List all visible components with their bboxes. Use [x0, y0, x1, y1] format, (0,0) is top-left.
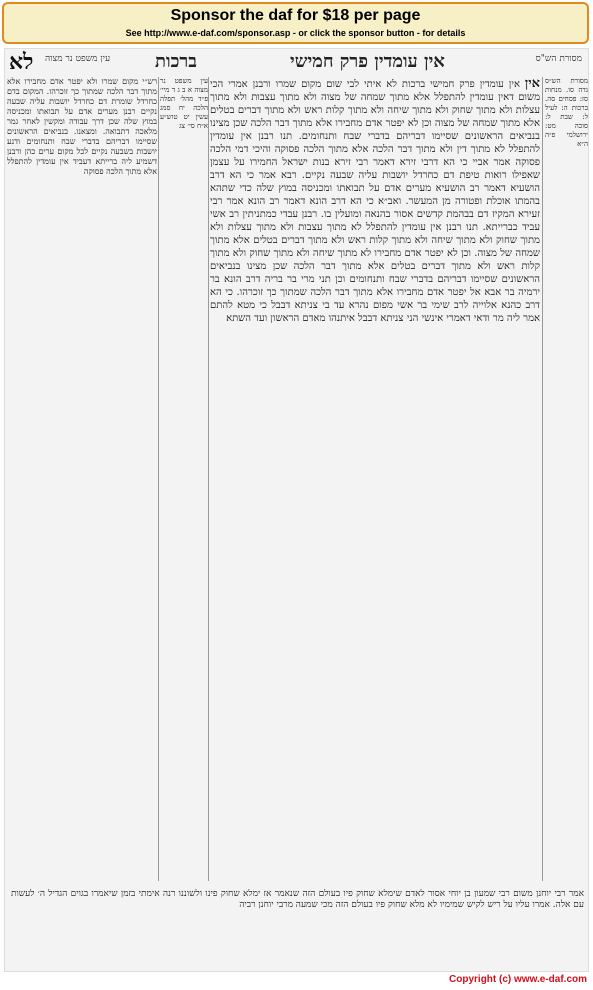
ein-mishpat-column: עין משפט נר מצוה א ב ג ד מיי׳ פ״ד מהל׳ תפלה הלכה יח סמג עשין יט טוש״ע א״ח סי׳ צג: [160, 77, 208, 130]
page-header: [5, 49, 588, 75]
tractate-name: ברכות: [155, 51, 197, 72]
copyright-text[interactable]: Copyright (c) www.e-daf.com: [449, 974, 587, 985]
commentary-bottom: אמר רבי יוחנן משום רבי שמעון בן יוחי אסור לאדם שימלא שחוק פיו בעולם הזה שנאמר אז ימלא שחוק פינו ולשוננו רנה אימתי בזמן שיאמרו בגוים הגדיל ה׳ לעשות עם אלה. אמרו עליו על ריש לקיש שמימיו לא מלא שחוק פיו בעולם הזה מכי שמעה מרבי יוחנן רביה: [11, 889, 584, 910]
masoret-hashas-column: מסורת הש״ס נדה סו. מנחות סז: פסחים סה. ברכות ה: לעיל ל: שבת ל: סוכה מט: ירושלמי פ״ה ה״א: [545, 77, 588, 148]
commentary-left: רש״י מקום שמרו ולא יפטר אדם מחבירו אלא מתוך דבר הלכה שמתוך כך זוכרהו. המקום בדם כחרדל שומרת דם כחרדל יושבות עליה שבעה נקיים רבנן מערים אדם על תבואתו ומכניסה במוץ שלה שכן דרך עבודה ומקשין לאחר גמר מלאכה דתבואה. ומצאנו. בנביאים הראשונים שסיימו דבריהם בדברי שבח ותנחומים ודנע יושבות בשבעה נקיים לכל מקום ערים כהן ורבנן דשמיע ליה ברייתא דעביד אין עומדין להתפלל אלא מתוך הלכה פסוקה: [7, 77, 157, 176]
daf-number: לא: [9, 49, 34, 75]
copyright-footer[interactable]: [0, 974, 593, 990]
column-divider: [208, 77, 209, 881]
banner-title[interactable]: Sponsor the daf for $18 per page: [170, 7, 421, 24]
chapter-title: אין עומדין פרק חמישי: [290, 51, 445, 72]
gemara-main-text: [210, 77, 540, 887]
right-margin-label: מסורת הש"ס: [535, 54, 582, 64]
banner-subtitle[interactable]: See http://www.e-daf.com/sponsor.asp - or click the sponsor button - for details: [125, 28, 466, 38]
left-margin-label: עין משפט נר מצוה: [45, 54, 111, 64]
talmud-page: [4, 48, 589, 972]
column-divider: [158, 77, 159, 881]
column-divider: [542, 77, 543, 881]
sponsor-banner[interactable]: [2, 2, 589, 44]
opening-word: אין: [524, 77, 540, 91]
gemara-body: אין עומדין פרק חמישי ברכות לא איתי לבי שום מקום שמרו ורבנן אמרי הכי משום דאין עומדין להתפלל אלא מתוך שמחה של מצוה ולא מתוך עצבות ולא מתוך עצלות ולא מתוך שחוק ולא מתוך שיחה ולא מתוך קלות ראש ולא מתוך דברים בטלים אלא מתוך שמחה של מצוה וכן לא יפטר אדם מחבירו אלא מתוך דבר הלכה שכן מצינו בנביאים הראשונים שסיימו דבריהם בדברי שבח ותנחומים. תנו רבנן אין עומדין להתפלל לא מתוך דין ולא מתוך דבר הלכה אלא מתוך הלכה פסוקה והיכי דמי הלכה פסוקה אמר אביי כי הא דרבי זירא דאמר רבי זירא בנות ישראל החמירו על עצמן שאפילו רואות טיפת דם כחרדל יושבות עליה שבעה נקיים. רבא אמר כי הא דרב הושעיא דאמר רב הושעיא מערים אדם על תבואתו ומכניסה במוץ שלה כדי שתהא בהמתו אוכלת ופטורה מן המעשר. ואב״א כי הא דרב הונא דאמר רב הונא אמר רבי זעירא המקיז דם בבהמת קדשים אסור בהנאה ומועלין בו. רבנן עבדי כמתניתין רב אשי עביד כברייתא. תנו רבנן אין עומדין להתפלל לא מתוך עצבות ולא מתוך עצלות ולא מתוך שחוק ולא מתוך שיחה ולא מתוך קלות ראש ולא מתוך דברים בטלים אלא מתוך שמחה של מצוה. וכן לא יפטר אדם מחבירו לא מתוך שיחה ולא מתוך שחוק ולא מתוך קלות ראש ולא מתוך דברים בטלים אלא מתוך דבר הלכה שכן מצינו בנביאים הראשונים שסיימו דבריהם בדברי שבח ותנחומים וכן תני מרי בר בריה דרב הונא בר ירמיה בר אבא אל יפטר אדם מחבירו אלא מתוך דבר הלכה שמתוך כך זוכרהו. כי הא דרב כהנא אלוייה לרב שימי בר אשי מפום נהרא עד בי צניתא דבבל כי מטא להתם אמר ליה מר ודאי דאמרי אינשי הני צניתא דבבל איתנהו מאדם הראשון ועד השתא: [210, 79, 540, 324]
